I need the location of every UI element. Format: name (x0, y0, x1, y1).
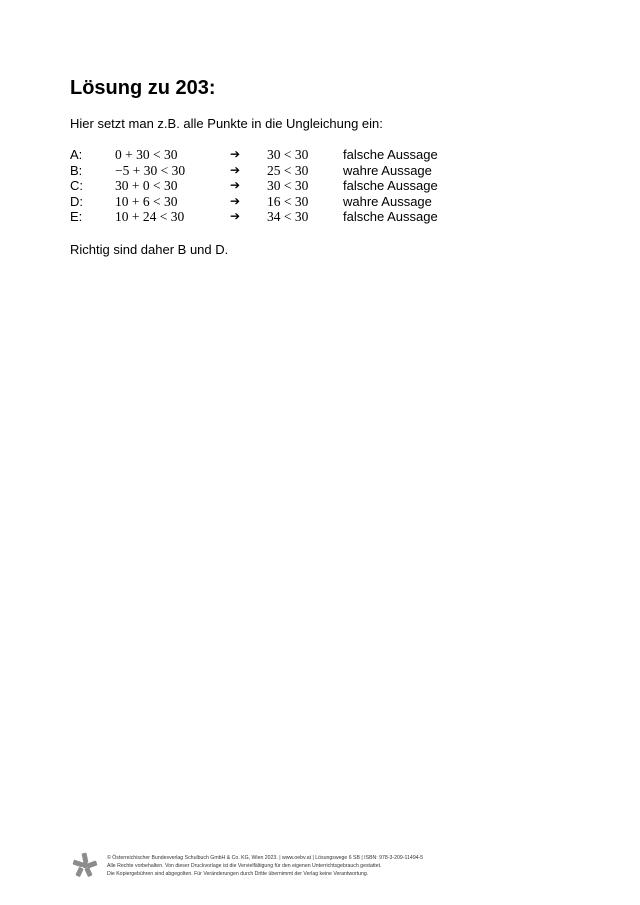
row-label: E: (70, 209, 83, 225)
row-label: C: (70, 178, 83, 194)
footer (72, 852, 492, 882)
row-result: 34 < 30 (267, 209, 309, 225)
row-label: D: (70, 193, 83, 209)
row-label: B: (70, 162, 83, 178)
row-result: 30 < 30 (267, 147, 309, 162)
rights-line: Alle Rechte vorbehalten. Von dieser Druckvorlage ist die Vervielfältigung für den eigenen Unterrichtsgebrauch gestattet. (107, 863, 382, 869)
row-verdict: falsche Aussage (343, 178, 438, 194)
publisher-logo-icon (72, 852, 98, 878)
right-arrow-icon: ➔ (230, 162, 241, 177)
right-arrow-icon: ➔ (230, 147, 241, 161)
row-expression: 30 + 0 < 30 (115, 178, 178, 194)
row-result: 30 < 30 (267, 178, 309, 194)
solution-table (70, 147, 510, 225)
row-verdict: wahre Aussage (343, 193, 432, 209)
row-verdict: falsche Aussage (343, 147, 438, 162)
row-verdict: falsche Aussage (343, 209, 438, 225)
row-verdict: wahre Aussage (343, 162, 432, 178)
row-expression: 0 + 30 < 30 (115, 147, 178, 162)
right-arrow-icon: ➔ (230, 209, 241, 224)
row-result: 25 < 30 (267, 162, 309, 178)
solution-row-a (70, 147, 510, 163)
right-arrow-icon: ➔ (230, 193, 241, 208)
row-result: 16 < 30 (267, 193, 309, 209)
solution-row-d (70, 194, 510, 210)
solution-row-b (70, 163, 510, 179)
fees-line: Die Kopiergebühren sind abgegolten. Für Veränderungen durch Dritte übernimmt der Verlag keine Verantwortung. (107, 871, 369, 877)
right-arrow-icon: ➔ (230, 178, 241, 193)
footer-text (107, 854, 423, 878)
row-expression: −5 + 30 < 30 (115, 162, 186, 178)
row-expression: 10 + 6 < 30 (115, 193, 178, 209)
row-label: A: (70, 147, 83, 162)
copyright-line: © Österreichischer Bundesverlag Schulbuch GmbH & Co. KG, Wien 2023. | www.oebv.at | Lösungswege 6 SB | ISBN: 978-3-209-11494-5 (107, 855, 424, 861)
page-title: Lösung zu 203: (70, 77, 216, 99)
row-expression: 10 + 24 < 30 (115, 209, 185, 225)
solution-row-c (70, 178, 510, 194)
conclusion-text: Richtig sind daher B und D. (70, 242, 229, 257)
intro-text: Hier setzt man z.B. alle Punkte in die Ungleichung ein: (70, 116, 383, 131)
solution-row-e (70, 209, 510, 225)
